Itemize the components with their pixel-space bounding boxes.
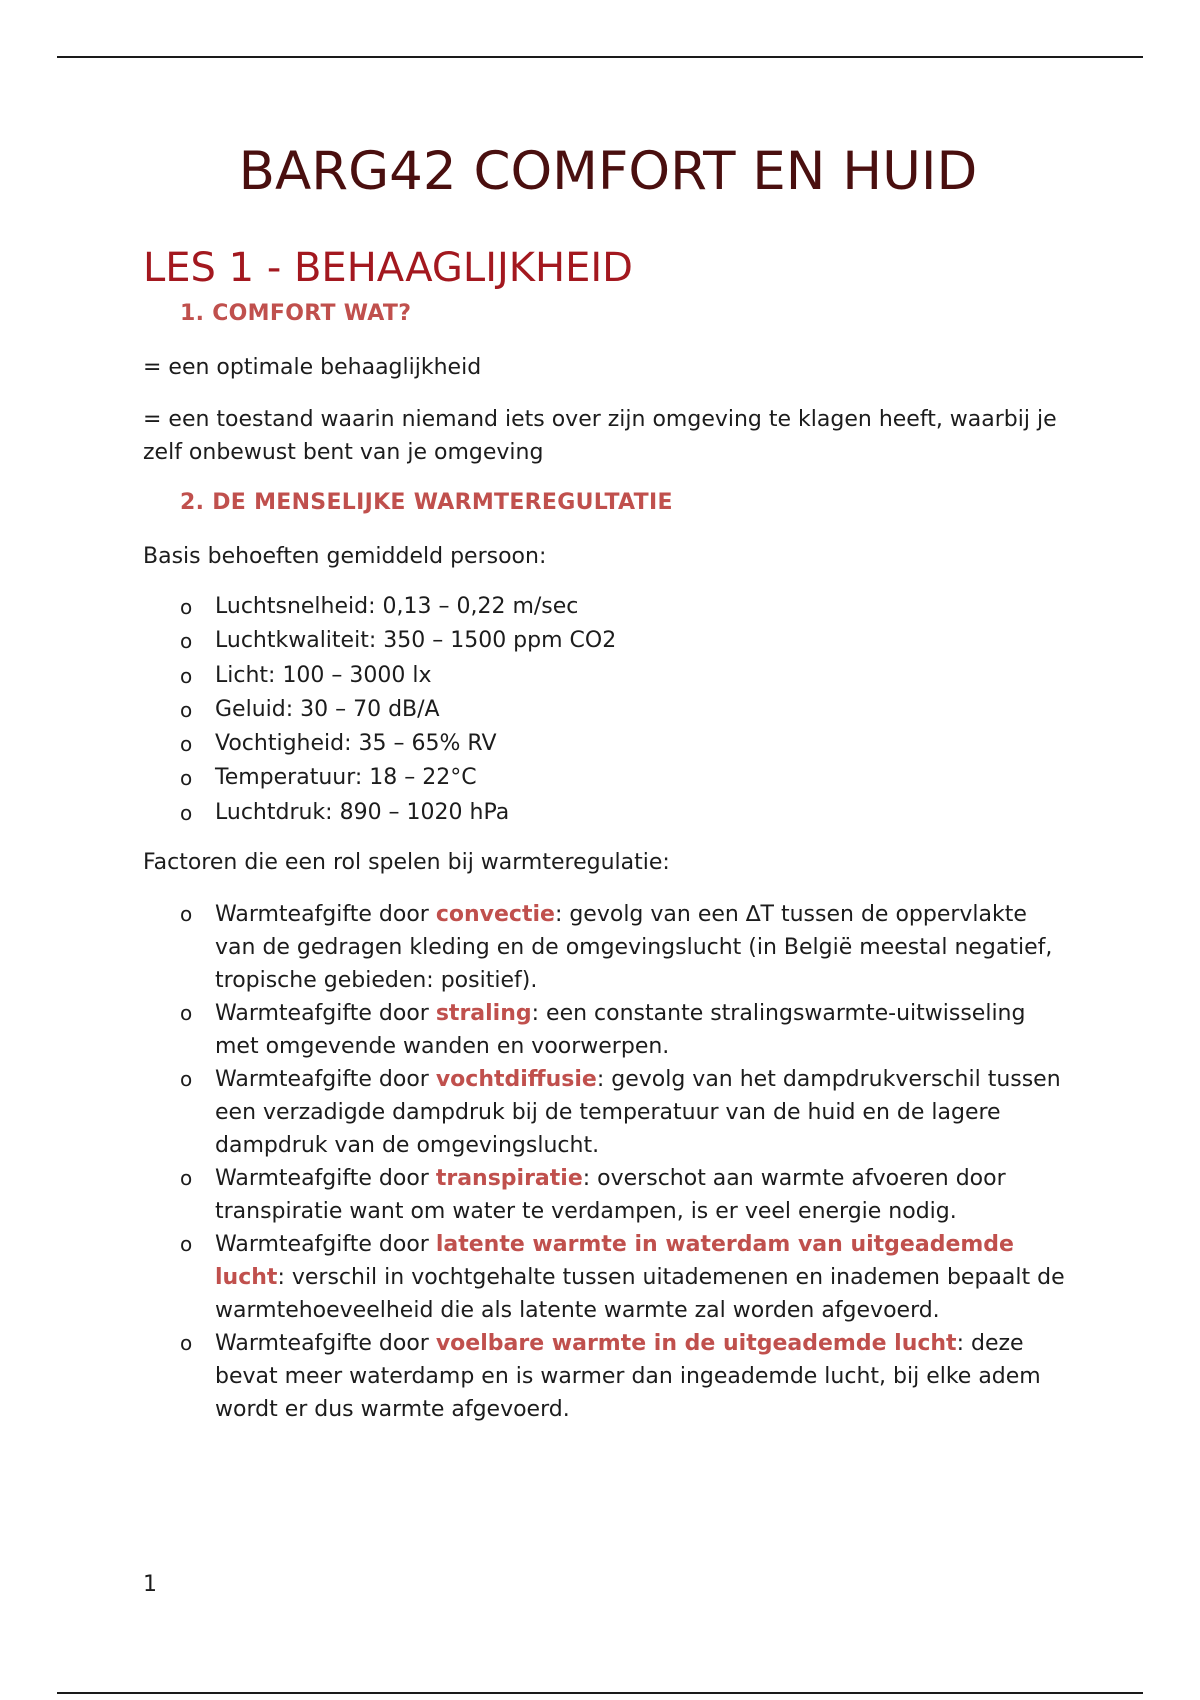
list-item — [143, 624, 1073, 658]
factor-prefix: Warmteafgifte door — [215, 1001, 436, 1027]
bullet-icon: o — [180, 1067, 193, 1092]
list-item — [143, 727, 1073, 761]
document-title: BARG42 COMFORT EN HUID — [238, 141, 978, 202]
factor-prefix: Warmteafgifte door — [215, 1331, 436, 1357]
factor-term: latente warmte in waterdam van uitgeademde lucht — [215, 1232, 1014, 1291]
bottom-rule — [57, 1692, 1143, 1694]
need-text: Geluid: 30 – 70 dB/A — [215, 696, 440, 722]
lesson-title: LES 1 - BEHAAGLIJKHEID — [143, 245, 633, 291]
factor-prefix: Warmteafgifte door — [215, 1166, 436, 1192]
bullet-icon: o — [180, 595, 193, 619]
bullet-icon: o — [180, 732, 193, 757]
basis-needs-list — [143, 590, 1073, 830]
bullet-icon: o — [180, 1001, 193, 1026]
factor-prefix: Warmteafgifte door — [215, 902, 436, 928]
list-item — [143, 1162, 1073, 1228]
factor-term: vochtdiffusie — [435, 1067, 597, 1093]
factors-list — [143, 898, 1073, 1426]
bullet-icon: o — [180, 663, 193, 688]
list-item — [143, 1228, 1073, 1327]
need-text: Vochtigheid: 35 – 65% RV — [215, 731, 497, 757]
bullet-icon: o — [180, 697, 193, 722]
list-item — [143, 761, 1073, 795]
list-item — [143, 997, 1073, 1063]
top-rule — [57, 56, 1143, 58]
factor-description: : verschil in vochtgehalte tussen uitademenen en inademen bepaalt de warmtehoeveelheid die als latente warmte zal worden afgevoerd. — [215, 1265, 1065, 1324]
need-text: Temperatuur: 18 – 22°C — [215, 765, 477, 791]
page-number: 1 — [143, 1572, 157, 1597]
definition-2: = een toestand waarin niemand iets over zijn omgeving te klagen heeft, waarbij je zelf onbewust bent van je omgeving — [143, 407, 1057, 465]
section-heading-warmteregulatie: 2. DE MENSELIJKE WARMTEREGULTATIE — [180, 490, 673, 515]
bullet-icon: o — [180, 800, 193, 825]
factor-term: straling — [435, 1001, 532, 1027]
list-item — [143, 1063, 1073, 1162]
factor-prefix: Warmteafgifte door — [215, 1067, 436, 1093]
bullet-icon: o — [180, 1166, 193, 1191]
factors-intro: Factoren die een rol spelen bij warmteregulatie: — [143, 850, 670, 876]
list-item — [143, 1327, 1073, 1426]
list-item — [143, 796, 1073, 830]
factor-description: : deze bevat meer waterdamp en is warmer dan ingeademde lucht, bij elke adem wordt er dus warmte afgevoerd. — [215, 1331, 1041, 1423]
bullet-icon: o — [180, 1331, 193, 1356]
need-text: Luchtsnelheid: 0,13 – 0,22 m/sec — [215, 594, 579, 619]
section-heading-comfort: 1. COMFORT WAT? — [180, 301, 412, 326]
factor-term: transpiratie — [435, 1166, 583, 1192]
factor-term: convectie — [435, 902, 555, 928]
bullet-icon: o — [180, 902, 193, 927]
need-text: Luchtdruk: 890 – 1020 hPa — [215, 799, 510, 825]
bullet-icon: o — [180, 629, 193, 654]
list-item — [143, 659, 1073, 693]
need-text: Licht: 100 – 3000 lx — [215, 662, 432, 688]
bullet-icon: o — [180, 766, 193, 791]
factor-term: voelbare warmte in de uitgeademde lucht — [435, 1331, 957, 1357]
list-item — [143, 693, 1073, 727]
factor-description: : overschot aan warmte afvoeren door transpiratie want om water te verdampen, is er veel energie nodig. — [215, 1166, 1006, 1225]
basis-intro: Basis behoeften gemiddeld persoon: — [143, 544, 547, 569]
factor-description: : gevolg van het dampdrukverschil tussen een verzadigde dampdruk bij de temperatuur van de huid en de lagere dampdruk van de omgevingslucht. — [215, 1067, 1061, 1159]
definition-1: = een optimale behaaglijkheid — [143, 355, 482, 380]
list-item — [143, 590, 1073, 624]
bullet-icon: o — [180, 1232, 193, 1257]
page-content — [143, 140, 1073, 1426]
factor-description: : een constante stralingswarmte-uitwisseling met omgevende wanden en voorwerpen. — [215, 1001, 1026, 1060]
list-item — [143, 898, 1073, 997]
factor-prefix: Warmteafgifte door — [215, 1232, 436, 1258]
need-text: Luchtkwaliteit: 350 – 1500 ppm CO2 — [215, 628, 617, 654]
factor-description: : gevolg van een ∆T tussen de oppervlakte van de gedragen kleding en de omgevingslucht (in België meestal negatief, tropische gebieden: positief). — [215, 902, 1053, 994]
